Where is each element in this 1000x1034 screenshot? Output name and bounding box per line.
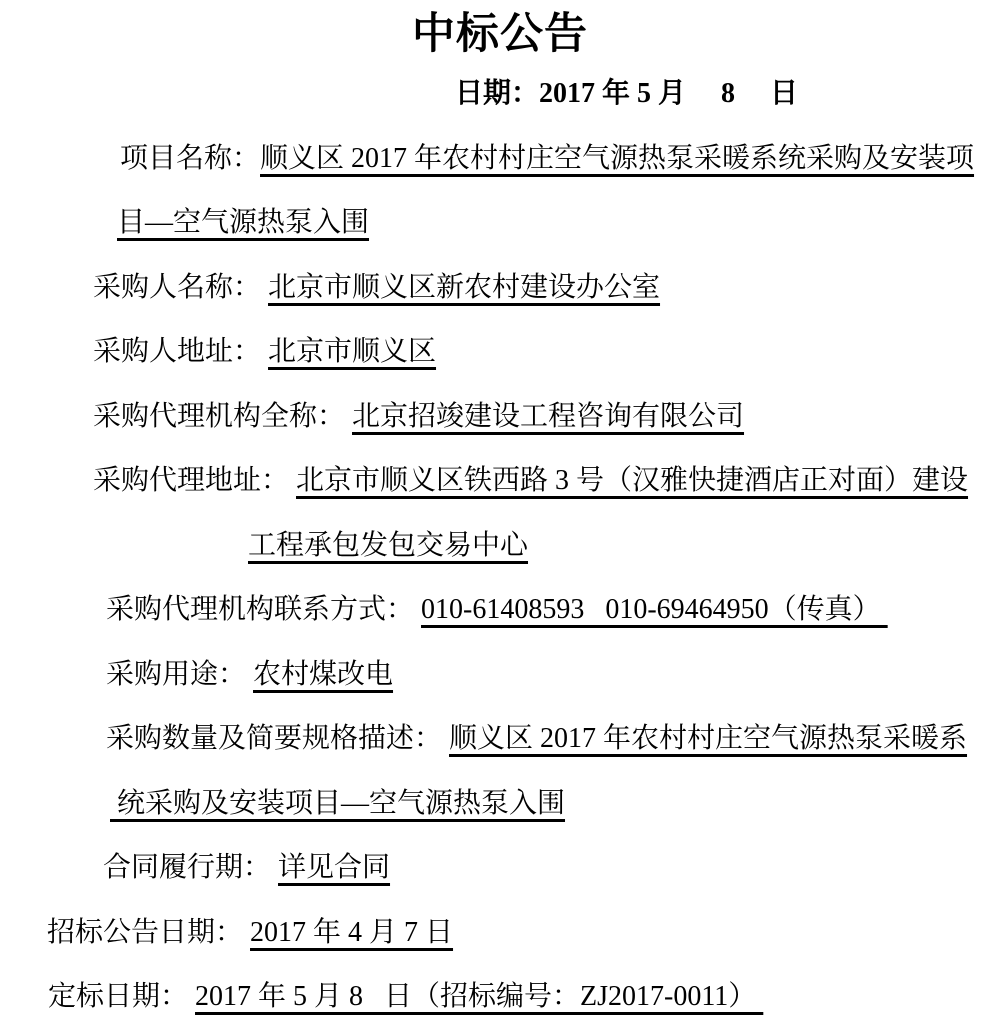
doc-line <box>0 514 1000 579</box>
doc-line <box>0 320 1000 385</box>
doc-line <box>0 449 1000 514</box>
field-label: 采购代理地址： <box>93 465 297 496</box>
field-label: 定标日期： <box>48 981 196 1012</box>
doc-line <box>0 643 1000 708</box>
doc-line <box>0 578 1000 643</box>
doc-line <box>0 901 1000 966</box>
doc-line <box>0 707 1000 772</box>
field-value: 2017 年 4 月 7 日 <box>250 916 454 948</box>
field-value: 工程承包发包交易中心 <box>248 529 529 561</box>
field-value: 北京招竣建设工程咨询有限公司 <box>352 400 745 432</box>
field-value: 010-61408593 010-69464950（传真） <box>421 594 888 625</box>
doc-line <box>0 772 1000 837</box>
field-value: 统采购及安装项目—空气源热泵入围 <box>110 787 566 819</box>
field-value: 详见合同 <box>278 852 391 883</box>
doc-line <box>0 385 1000 450</box>
field-value: 2017 年 5 月 8 日（招标编号：ZJ2017-0011） <box>195 981 764 1012</box>
field-value: 北京市顺义区 <box>268 336 437 367</box>
doc-line <box>0 127 1000 192</box>
field-value: 北京市顺义区铁西路 3 号（汉雅快捷酒店正对面）建设 <box>296 465 969 496</box>
field-label: 采购人名称： <box>93 271 269 303</box>
field-label: 项目名称： <box>120 142 261 174</box>
document-title: 中标公告 <box>412 10 588 58</box>
field-label: 合同履行期： <box>103 852 279 883</box>
field-label: 招标公告日期： <box>47 916 251 948</box>
field-value: 北京市顺义区新农村建设办公室 <box>268 271 661 303</box>
field-label: 采购数量及简要规格描述： <box>106 723 450 754</box>
field-value: 农村煤改电 <box>253 658 394 690</box>
doc-line <box>0 256 1000 321</box>
field-value: 目—空气源热泵入围 <box>117 207 370 238</box>
field-label: 采购代理机构联系方式： <box>106 594 422 625</box>
doc-line <box>0 191 1000 256</box>
field-label: 采购人地址： <box>93 336 269 367</box>
field-value: 顺义区 2017 年农村村庄空气源热泵采暖系统采购及安装项 <box>260 142 975 174</box>
field-value: 顺义区 2017 年农村村庄空气源热泵采暖系 <box>449 723 968 754</box>
document-date: 日期：2017 年 5 月 8 日 <box>455 78 799 109</box>
doc-line <box>0 965 1000 1030</box>
field-label: 采购用途： <box>106 658 254 690</box>
doc-line <box>0 836 1000 901</box>
document-body <box>0 127 1000 1030</box>
field-label: 采购代理机构全称： <box>93 400 353 432</box>
